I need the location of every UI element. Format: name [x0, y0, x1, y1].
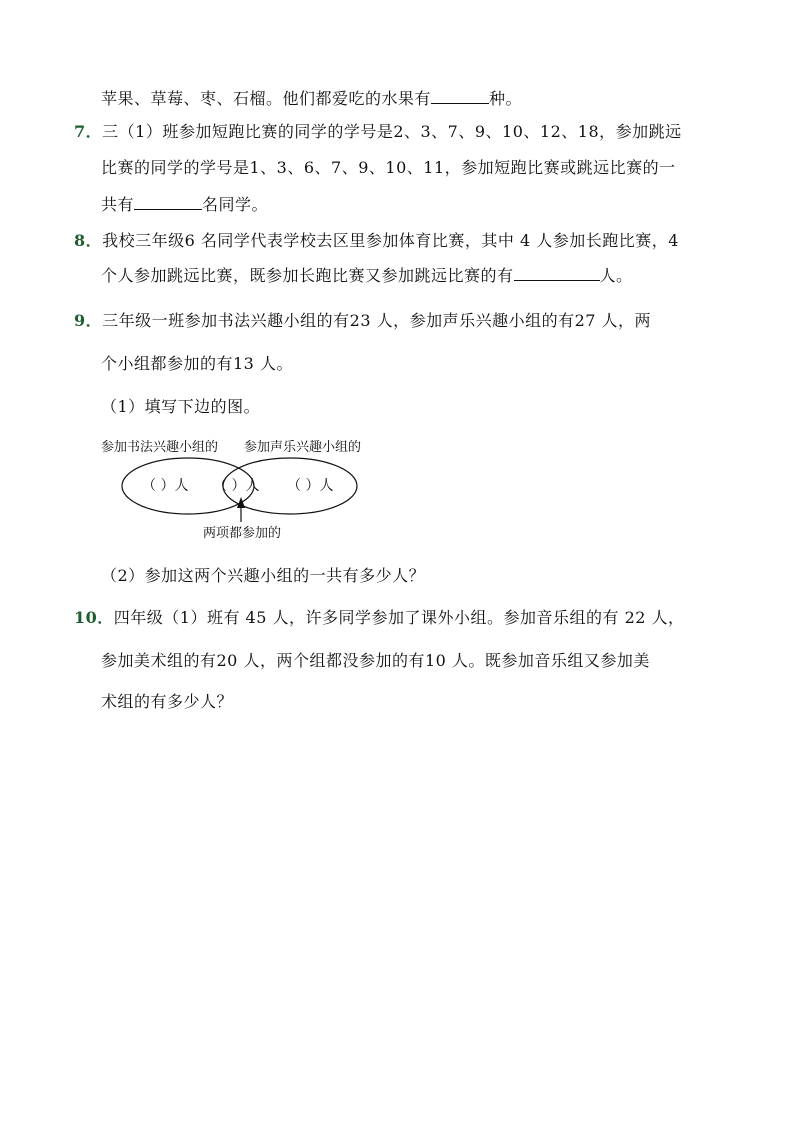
q7-text-1: 三（1）班参加短跑比赛的同学的学号是2、3、7、9、10、12、18，参加跳远 — [102, 122, 682, 141]
q10-line1 — [74, 608, 685, 628]
q10-line3 — [101, 692, 233, 712]
q10-text-3: 术组的有多少人？ — [101, 692, 234, 711]
venn-label-right: 参加声乐兴趣小组的 — [244, 440, 362, 455]
venn-arrow-head — [237, 497, 245, 508]
venn-arrow-label: 两项都参加的 — [203, 526, 282, 541]
q10-text-2: 参加美术组的有20 人，两个组都没参加的有10 人。既参加音乐组又参加美 — [101, 651, 650, 670]
q10-line2 — [101, 651, 650, 671]
venn-region-right[interactable]: （ ）人 — [287, 478, 334, 494]
q6-text: 苹果、草莓、枣、石榴。他们都爱吃的水果有 — [101, 89, 432, 108]
q8-tail: 人。 — [599, 266, 633, 285]
q9-sub2 — [101, 566, 425, 586]
q10-number: 10． — [74, 608, 114, 627]
q8-text-1: 我校三年级6 名同学代表学校去区里参加体育比赛，其中 4 人参加长跑比赛，4 — [102, 231, 679, 250]
q9-text-1: 三年级一班参加书法兴趣小组的有23 人，参加声乐兴趣小组的有27 人，两 — [102, 311, 652, 330]
q8-text-2: 个人参加跳远比赛，既参加长跑比赛又参加跳远比赛的有 — [101, 266, 514, 285]
q9-sub2-text: （2）参加这两个兴趣小组的一共有多少人？ — [101, 566, 426, 585]
q6-tail: 种。 — [489, 89, 523, 108]
venn-label-left: 参加书法兴趣小组的 — [101, 440, 219, 455]
venn-region-left[interactable]: （ ）人 — [142, 478, 189, 494]
q8-number: 8． — [74, 231, 103, 250]
q9-text-2: 个小组都参加的有13 人。 — [101, 354, 293, 373]
q7-tail: 名同学。 — [202, 195, 269, 214]
q9-number: 9． — [74, 311, 103, 330]
venn-region-middle[interactable]: （ ）人 — [213, 478, 260, 494]
q7-text-3: 共有 — [101, 195, 135, 214]
q9-sub1-text: （1）填写下边的图。 — [101, 397, 261, 416]
q7-number: 7． — [74, 122, 103, 141]
q7-text-2: 比赛的同学的学号是1、3、6、7、9、10、11，参加短跑比赛或跳远比赛的一 — [101, 158, 676, 177]
q10-text-1: 四年级（1）班有 45 人，许多同学参加了课外小组。参加音乐组的有 22 人， — [113, 608, 685, 627]
